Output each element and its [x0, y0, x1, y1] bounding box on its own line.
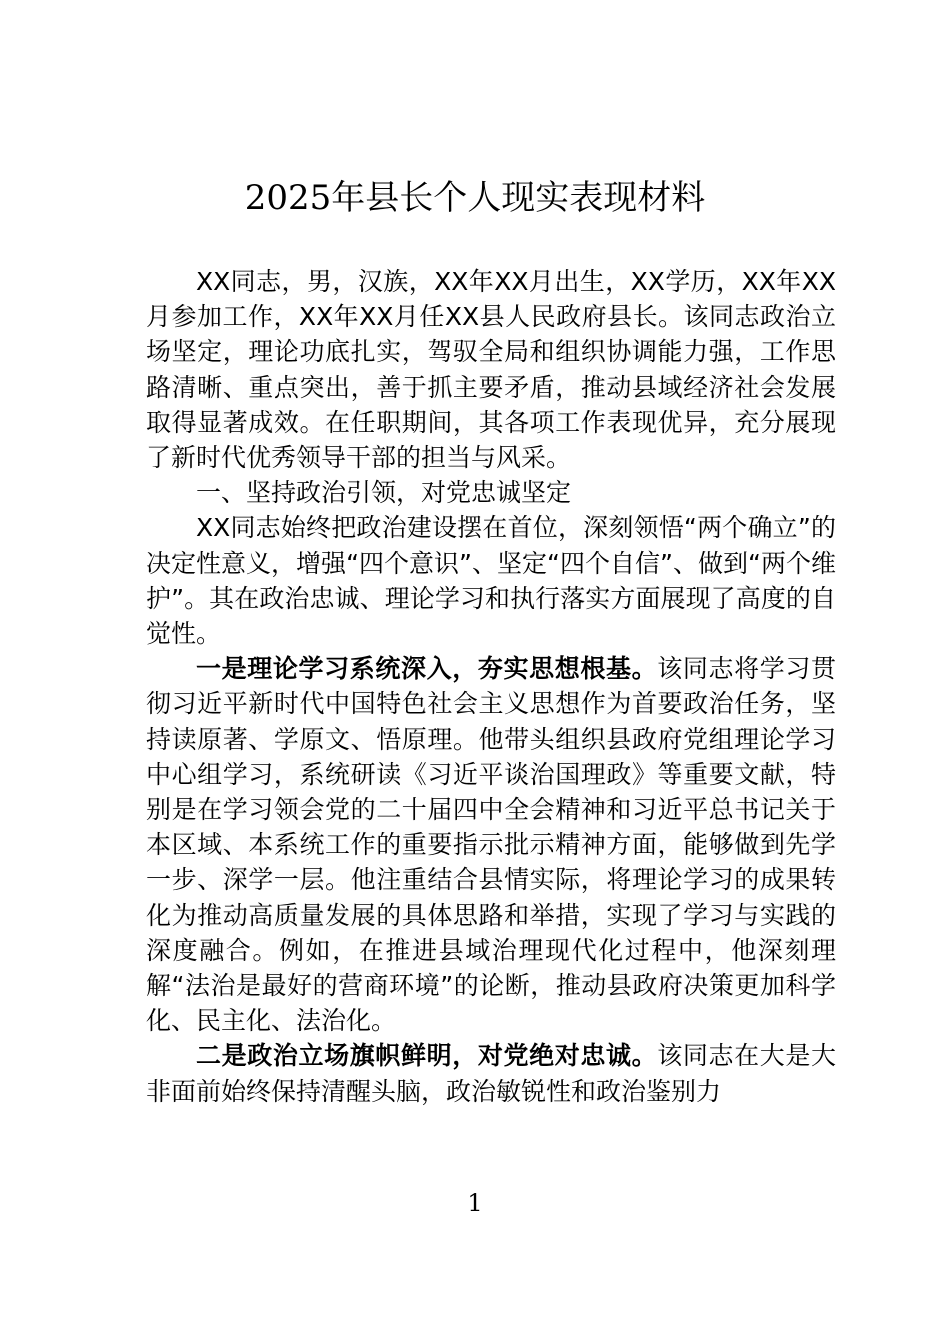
- section-intro-paragraph: XX同志始终把政治建设摆在首位，深刻领悟“两个确立”的决定性意义，增强“四个意识”、坚定“四个自信”、做到“两个维护”。其在政治忠诚、理论学习和执行落实方面展现了高度的自觉性。: [146, 513, 836, 649]
- document-title: 2025年县长个人现实表现材料: [244, 178, 706, 218]
- point-two-text: 该同志在大是大非面前始终保持清醒头脑，政治敏锐性和政治鉴别力: [146, 1041, 836, 1106]
- point-two-paragraph: [146, 1038, 836, 1108]
- document-body: [146, 264, 836, 1109]
- point-two-lead: 二是政治立场旗帜鲜明，对党绝对忠诚。: [196, 1041, 658, 1071]
- point-one-lead: 一是理论学习系统深入，夯实思想根基。: [196, 654, 658, 684]
- intro-paragraph: XX同志，男，汉族，XX年XX月出生，XX学历，XX年XX月参加工作，XX年XX月任XX县人民政府县长。该同志政治立场坚定，理论功底扎实，驾驭全局和组织协调能力强，工作思路清晰、重点突出，善于抓主要矛盾，推动县域经济社会发展取得显著成效。在任职期间，其各项工作表现优异，充分展现了新时代优秀领导干部的担当与风采。: [146, 267, 836, 473]
- point-one-paragraph: [146, 651, 836, 1038]
- section-heading: 一、坚持政治引领，对党忠诚坚定: [196, 478, 572, 508]
- page-number: 1: [467, 1189, 483, 1217]
- point-one-text: 该同志将学习贯彻习近平新时代中国特色社会主义思想作为首要政治任务，坚持读原著、学原文、悟原理。他带头组织县政府党组理论学习中心组学习，系统研读《习近平谈治国理政》等重要文献，特别是在学习领会党的二十届四中全会精神和习近平总书记关于本区域、本系统工作的重要指示批示精神方面，能够做到先学一步、深学一层。他注重结合县情实际，将理论学习的成果转化为推动高质量发展的具体思路和举措，实现了学习与实践的深度融合。例如，在推进县域治理现代化过程中，他深刻理解“法治是最好的营商环境”的论断，推动县政府决策更加科学化、民主化、法治化。: [146, 654, 836, 1036]
